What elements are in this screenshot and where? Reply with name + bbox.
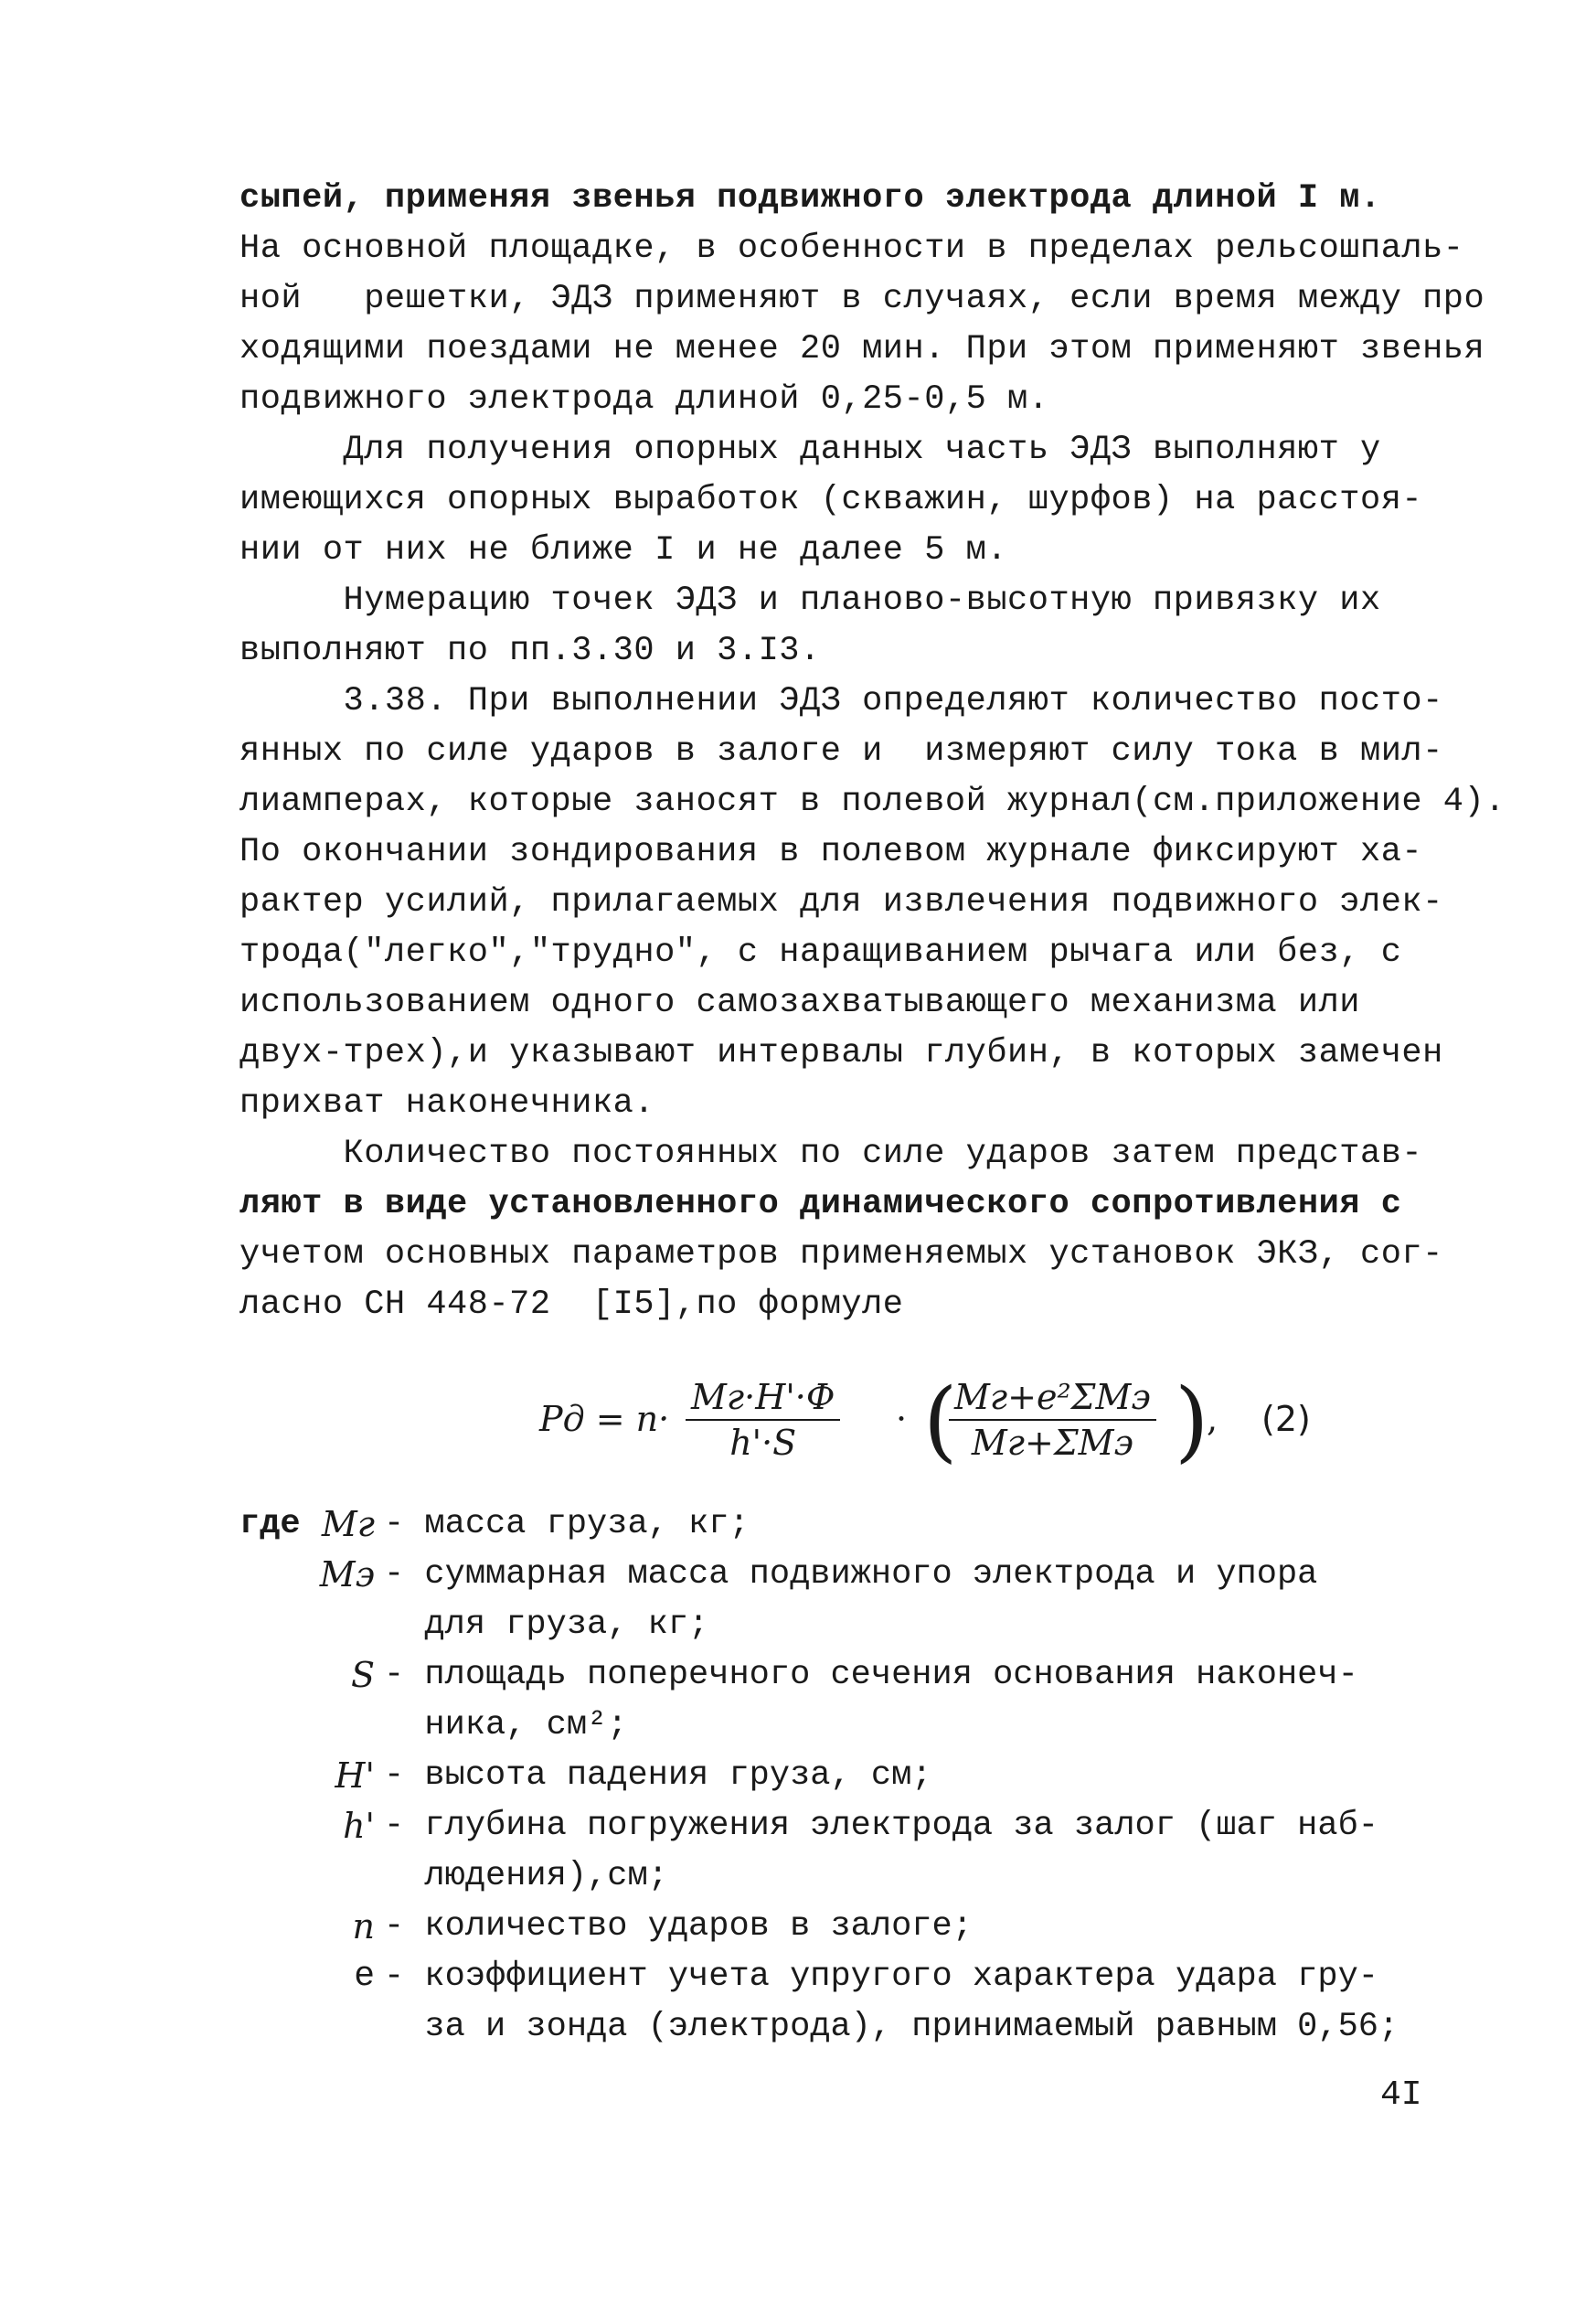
text-line: По окончании зондирования в полевом журнале фиксируют ха- bbox=[239, 833, 1423, 871]
text-line: Нумерацию точек ЭДЗ и планово-высотную привязку их bbox=[239, 581, 1381, 620]
text-line: двух-трех),и указывают интервалы глубин, в которых замечен bbox=[239, 1034, 1443, 1072]
fraction-denominator: Mг+ΣMэ bbox=[971, 1423, 1133, 1463]
formula-paren-right: ) bbox=[1175, 1370, 1209, 1472]
definition-text: - коэффициент учета упругого характера удара гру- bbox=[384, 1957, 1378, 1996]
text-line: выполняют по пп.3.30 и 3.I3. bbox=[239, 632, 821, 670]
definition-text: - масса груза, кг; bbox=[384, 1505, 750, 1543]
symbol-h-prime-upper: H' bbox=[335, 1755, 375, 1796]
formula-lhs: Pд = n· bbox=[539, 1399, 670, 1439]
fraction-numerator: Mг+e²ΣMэ bbox=[949, 1377, 1156, 1421]
definition-text: - суммарная масса подвижного электрода и упора bbox=[384, 1555, 1318, 1594]
text-line: использованием одного самозахватывающего механизма или bbox=[239, 984, 1360, 1022]
text-line: Количество постоянных по силе ударов затем представ- bbox=[239, 1135, 1423, 1173]
equation-number: (2) bbox=[1261, 1399, 1311, 1439]
fraction-numerator: Mг·H'·Ф bbox=[686, 1377, 840, 1421]
definition-text: за и зонда (электрода), принимаемый равным 0,56; bbox=[384, 2008, 1399, 2046]
definition-text: для груза, кг; bbox=[384, 1605, 709, 1644]
text-line: 3.38. При выполнении ЭДЗ определяют количество посто- bbox=[239, 682, 1443, 720]
formula-fraction-2 bbox=[949, 1377, 1156, 1463]
text-line: сыпей, применяя звенья подвижного электрода длиной I м. bbox=[239, 179, 1381, 218]
page-number: 4I bbox=[1380, 2075, 1422, 2115]
symbol-s: S bbox=[350, 1655, 375, 1695]
definition-text: - высота падения груза, см; bbox=[384, 1756, 932, 1795]
text-line: нии от них не ближе I и не далее 5 м. bbox=[239, 531, 1008, 570]
text-line: На основной площадке, в особенности в пределах рельсошпаль- bbox=[239, 229, 1464, 268]
text-line: учетом основных параметров применяемых установок ЭКЗ, сог- bbox=[239, 1235, 1443, 1274]
formula-comma: , bbox=[1207, 1399, 1218, 1439]
text-line: рактер усилий, прилагаемых для извлечения подвижного элек- bbox=[239, 883, 1443, 922]
definition-text: ника, см²; bbox=[384, 1706, 628, 1744]
text-line: ной решетки, ЭДЗ применяют в случаях, если время между про bbox=[239, 280, 1485, 318]
symbol-e: e bbox=[354, 1957, 375, 1996]
text-line: трода("легко","трудно", с наращиванием рычага или без, с bbox=[239, 933, 1402, 972]
definition-text: - площадь поперечного сечения основания наконеч- bbox=[384, 1656, 1358, 1694]
text-line: ходящими поездами не менее 20 мин. При этом применяют звенья bbox=[239, 330, 1485, 368]
text-line: прихват наконечника. bbox=[239, 1084, 655, 1123]
text-line: ляют в виде установленного динамического сопротивления с bbox=[239, 1185, 1402, 1223]
fraction-denominator: h'·S bbox=[729, 1423, 797, 1463]
text-line: лиамперах, которые заносят в полевой журнал(см.приложение 4). bbox=[239, 783, 1506, 821]
formula-paren-left: ( bbox=[923, 1370, 958, 1472]
formula-dot: · bbox=[896, 1399, 908, 1439]
definition-text: людения),см; bbox=[384, 1857, 668, 1895]
text-line: янных по силе ударов в залоге и измеряют силу тока в мил- bbox=[239, 732, 1443, 771]
text-line: Для получения опорных данных часть ЭДЗ выполняют у bbox=[239, 431, 1381, 469]
symbol-me: Mэ bbox=[319, 1554, 375, 1595]
symbol-mg: Mг bbox=[321, 1504, 375, 1544]
definition-text: - количество ударов в залоге; bbox=[384, 1907, 973, 1946]
symbol-n: n bbox=[352, 1906, 375, 1947]
text-line: ласно СН 448-72 [I5],по формуле bbox=[239, 1285, 904, 1324]
text-line: имеющихся опорных выработок (скважин, шурфов) на расстоя- bbox=[239, 481, 1423, 519]
formula-fraction-1 bbox=[686, 1377, 840, 1463]
symbol-h-prime-lower: h' bbox=[343, 1806, 375, 1846]
definition-text: - глубина погружения электрода за залог (шаг наб- bbox=[384, 1807, 1378, 1845]
where-label: где bbox=[239, 1505, 301, 1543]
text-line: подвижного электрода длиной 0,25-0,5 м. bbox=[239, 380, 1049, 419]
